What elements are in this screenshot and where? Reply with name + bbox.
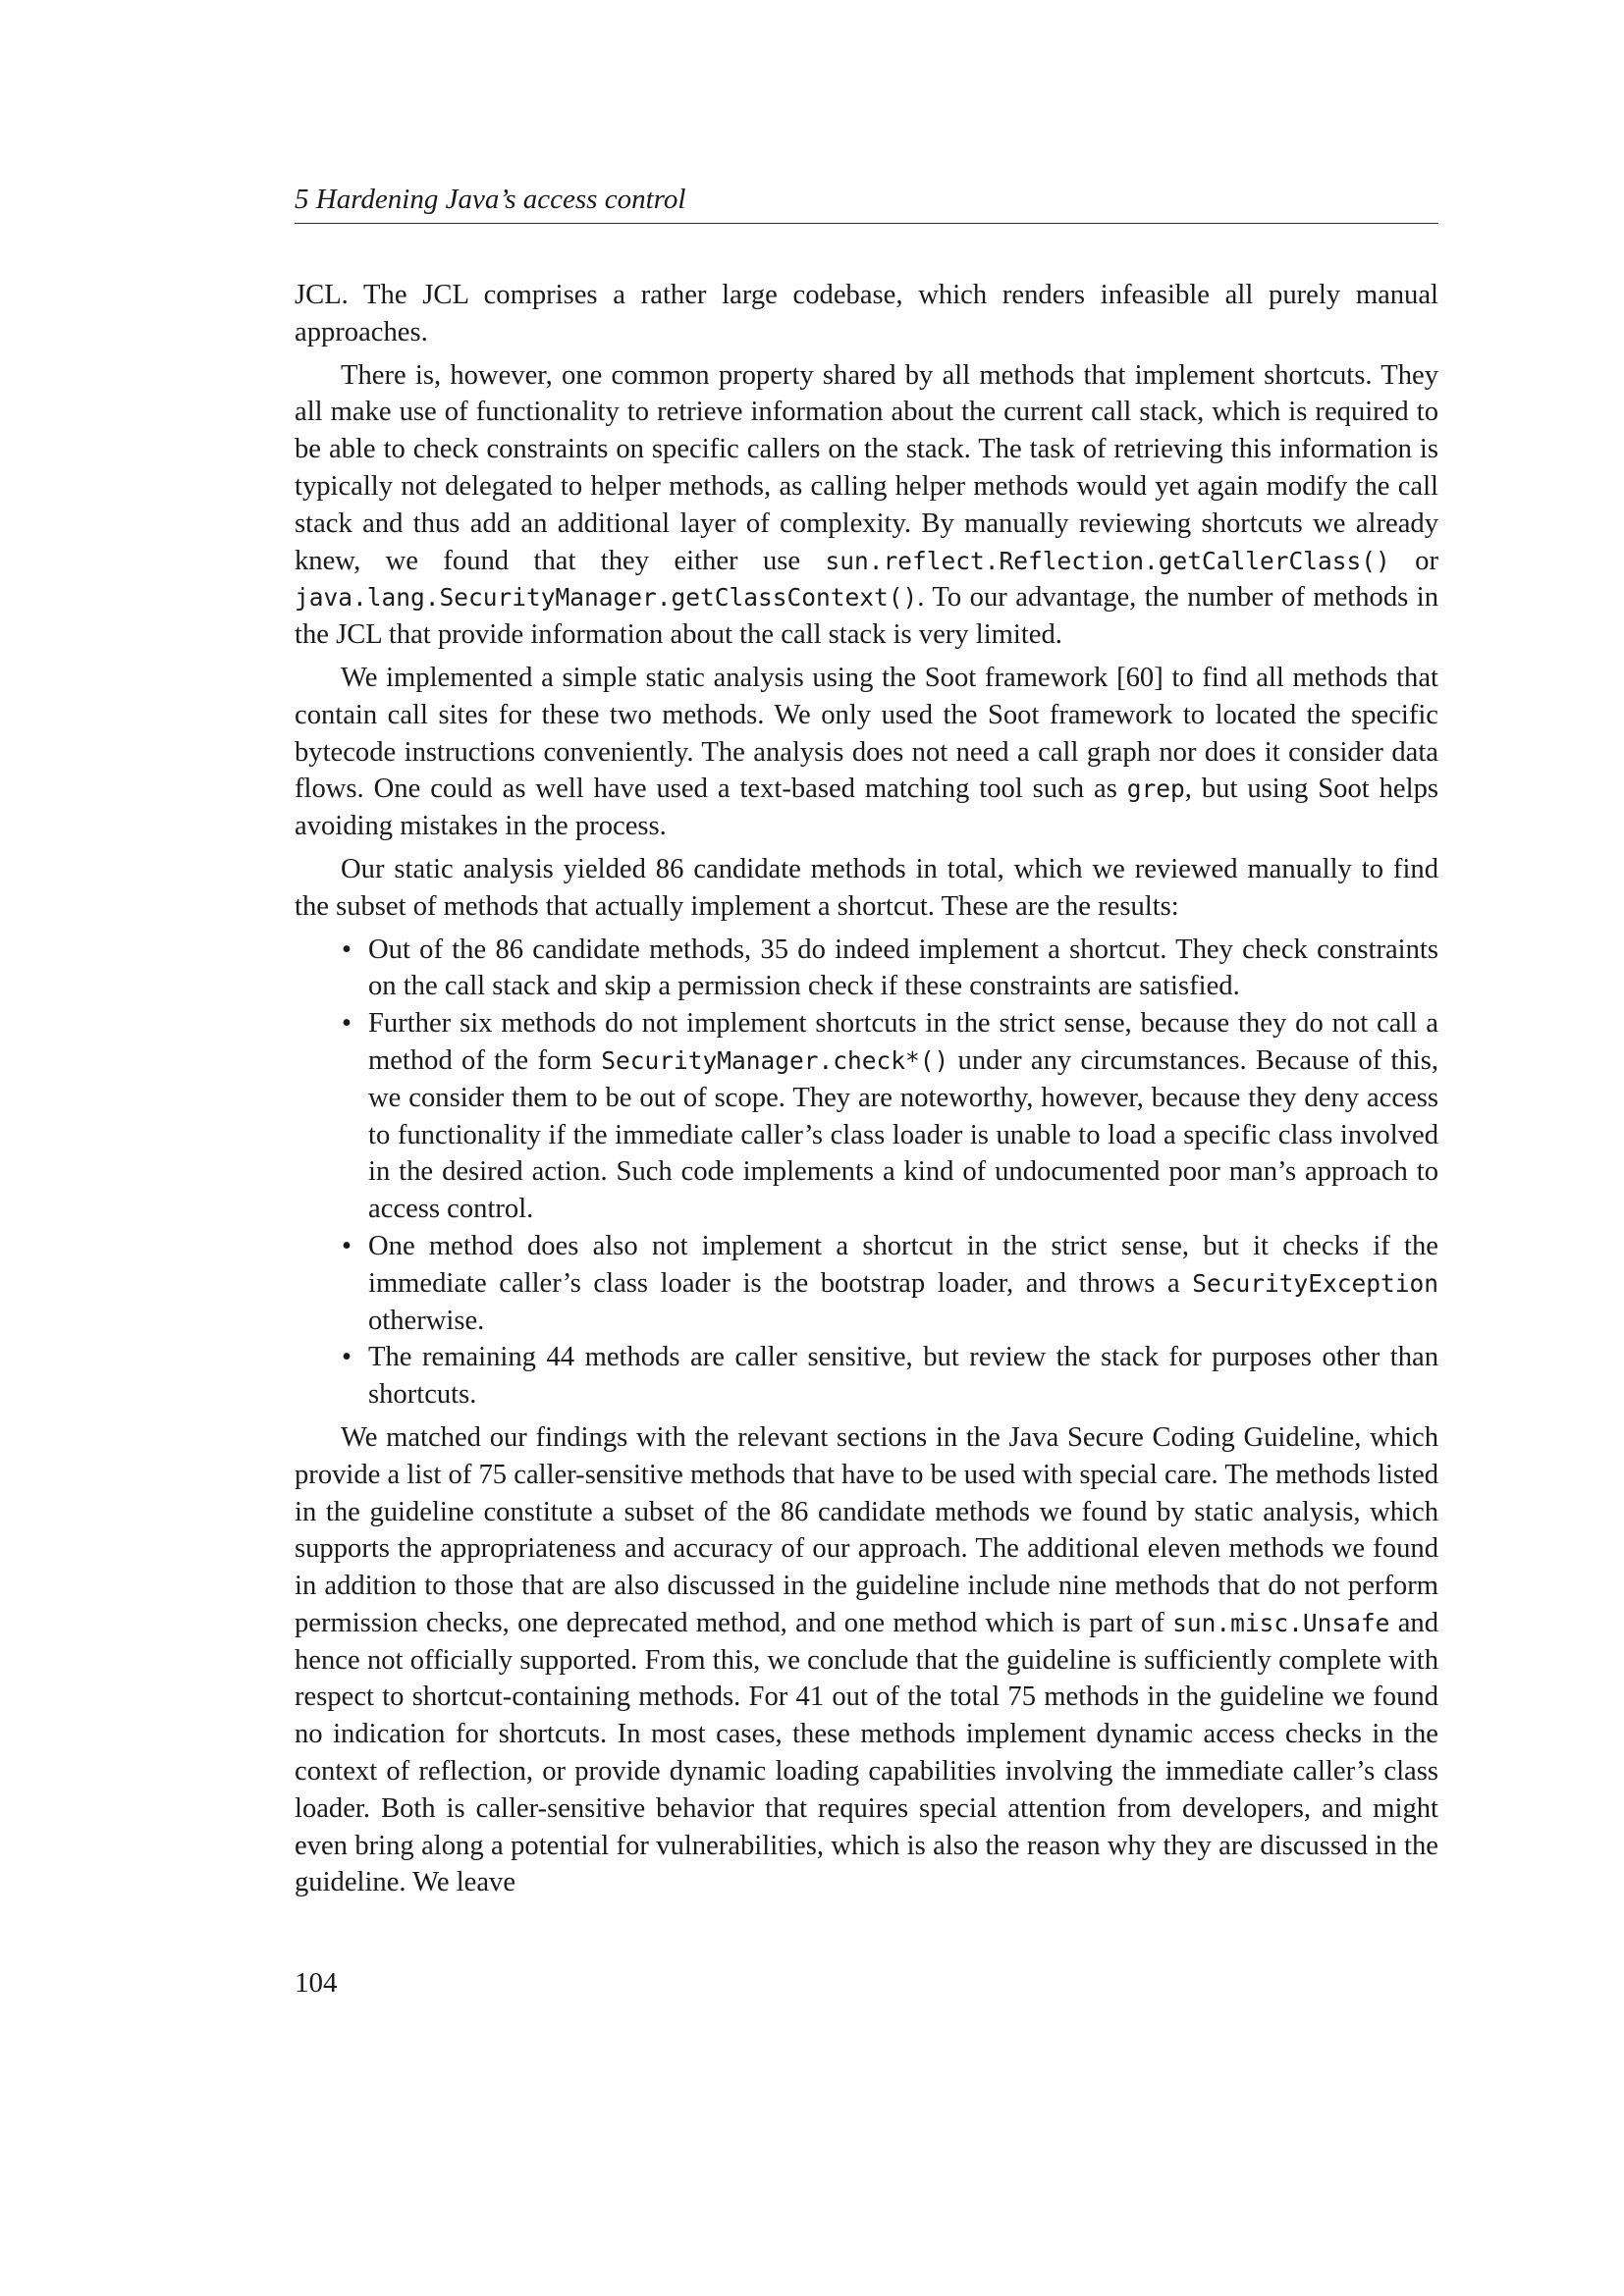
paragraph-guideline-comparison <box>295 1419 1438 1901</box>
paragraph-static-analysis <box>295 660 1438 845</box>
code-securitymanager-getclasscontext: java.lang.SecurityManager.getClassContext() <box>295 583 918 613</box>
paragraph-text: , but using Soot helps avoiding mistakes in the process. <box>295 774 1438 842</box>
code-securityexception: SecurityException <box>1192 1268 1438 1298</box>
list-item-text: under any circumstances. Because of this, we consider them to be out of scope. They are noteworthy, however, because they deny access to functionality if the immediate caller’s class loader is unable to load a specific class involved in the desired action. Such code implements a kind of undocumented poor man’s approach to access control. <box>368 1044 1438 1225</box>
paragraph-text: and hence not officially supported. From this, we conclude that the guideline is sufficiently complete with respect to shortcut-containing methods. For 41 out of the total 75 methods in the guideline we found no indication for shortcuts. In most cases, these methods implement dynamic access checks in the context of reflection, or provide dynamic loading capabilities involving the immediate caller’s class loader. Both is caller-sensitive behavior that requires special attention from developers, and might even bring along a potential for vulnerabilities, which is also the reason why they are discussed in the guideline. We leave <box>295 1607 1439 1898</box>
list-item <box>368 1228 1438 1339</box>
code-reflection-getcallerclass: sun.reflect.Reflection.getCallerClass() <box>825 546 1390 575</box>
paragraph-text: or <box>1389 545 1438 576</box>
list-item: • Out of the 86 candidate methods, 35 do indeed implement a shortcut. They check constraints on the call stack and skip a permission check if these constraints are satisfied. <box>368 932 1438 1006</box>
paragraph-text: We implemented a simple static analysis using the Soot framework [60] to find all methods that contain call sites for these two methods. We only used the Soot framework to located the specific bytecode instructions conveniently. The analysis does not need a call graph nor does it consider data flows. One could as well have used a text-based matching tool such as <box>295 662 1438 805</box>
page-number: 104 <box>295 1967 338 1999</box>
list-item-text: Further six methods do not implement shortcuts in the strict sense, because they do not call a method of the form <box>368 1008 1438 1076</box>
list-item-text: One method does also not implement a shortcut in the strict sense, but it checks if the immediate caller’s class loader is the bootstrap loader, and throws a <box>368 1230 1438 1299</box>
list-item: • The remaining 44 methods are caller sensitive, but review the stack for purposes other than shortcuts. <box>368 1339 1438 1414</box>
code-securitymanager-check: SecurityManager.check*() <box>601 1045 949 1075</box>
paragraph-text: We matched our findings with the relevant sections in the Java Secure Coding Guideline, which provide a list of 75 caller-sensitive methods that have to be used with special care. The methods listed in the guideline constitute a subset of the 86 candidate methods we found by static analysis, which supports the appropriateness and accuracy of our approach. The additional eleven methods we found in addition to those that are also discussed in the guideline include nine methods that do not perform permission checks, one deprecated method, and one method which is part of <box>295 1421 1438 1638</box>
running-header: 5 Hardening Java’s access control <box>295 180 1438 224</box>
code-grep: grep <box>1126 774 1185 804</box>
paragraph-text: There is, however, one common property shared by all methods that implement shortcuts. They all make use of functionality to retrieve information about the current call stack, which is required to be able to check constraints on specific callers on the stack. The task of retrieving this information is typically not delegated to helper methods, as calling helper methods would yet again modify the call stack and thus add an additional layer of complexity. By manually reviewing shortcuts we already knew, we found that they either use <box>295 359 1438 576</box>
body-text <box>295 277 1438 1907</box>
paragraph-text: . To our advantage, the number of methods in the JCL that provide information about the call stack is very limited. <box>295 582 1438 651</box>
results-list <box>295 932 1438 1414</box>
code-sun-misc-unsafe: sun.misc.Unsafe <box>1172 1608 1390 1637</box>
paragraph-call-stack <box>295 357 1438 654</box>
list-item <box>368 1005 1438 1228</box>
list-item-text: otherwise. <box>368 1305 485 1336</box>
paragraph-intro: JCL. The JCL comprises a rather large codebase, which renders infeasible all purely manual approaches. <box>295 280 1438 347</box>
paragraph-results-intro: Our static analysis yielded 86 candidate methods in total, which we reviewed manually to find the subset of methods that actually implement a shortcut. These are the results: <box>295 853 1438 922</box>
